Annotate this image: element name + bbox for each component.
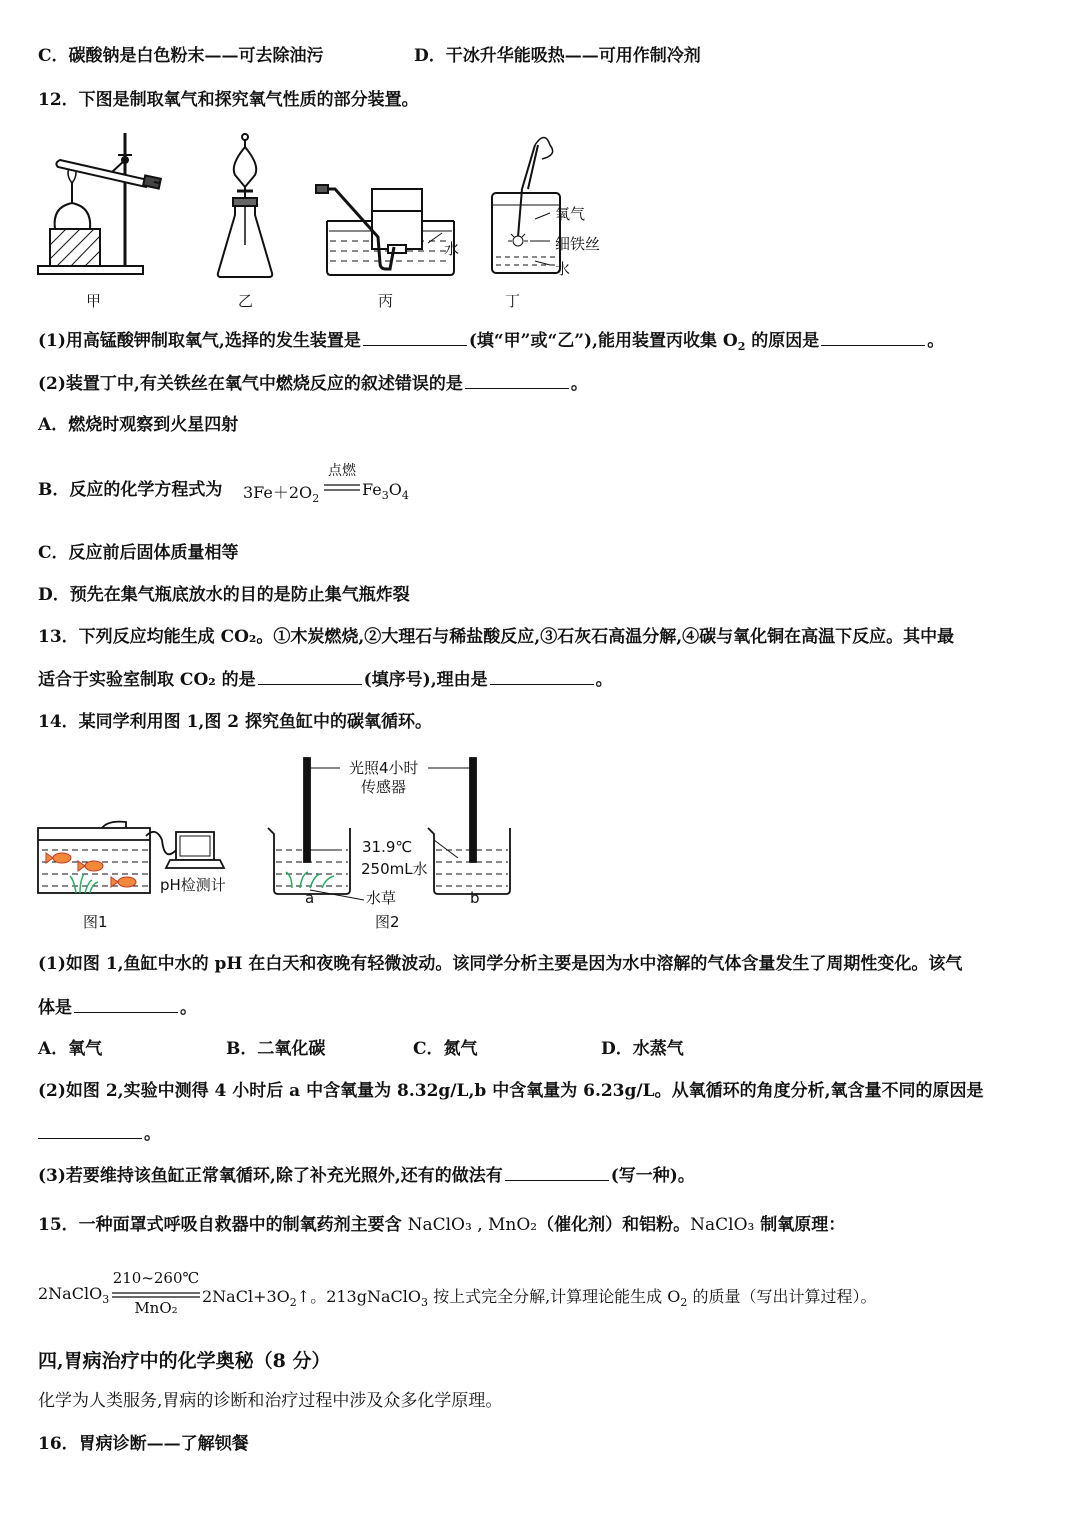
eq-o: O: [388, 480, 402, 499]
q11-option-d: D．干冰升华能吸热——可用作制冷剂: [414, 46, 701, 66]
q12-option-b: B．反应的化学方程式为: [38, 480, 223, 500]
label-b: b: [470, 889, 480, 907]
eq-sub: 4: [401, 489, 409, 502]
eq-sub: 3: [421, 1296, 428, 1309]
q13-l2-end: 。: [595, 670, 613, 690]
q12-equation: [243, 480, 319, 505]
q15-eq-bottom: MnO₂: [134, 1299, 178, 1317]
q14-p1-l2-end: 。: [180, 998, 197, 1018]
eq-sub: 3: [102, 1293, 110, 1306]
label-a: a: [305, 889, 315, 907]
q14-figures: [30, 750, 590, 910]
eq-tail-a: 。213gNaClO: [310, 1287, 421, 1306]
eq-tail-b: 按上式完全分解,计算理论能生成 O: [428, 1287, 681, 1306]
label-light: 光照4小时: [349, 759, 419, 777]
answer-blank[interactable]: [258, 668, 362, 685]
q13-l2-a: 适合于实验室制取 CO₂ 的是: [38, 670, 256, 690]
eq-right: 2NaCl+3O: [202, 1287, 290, 1306]
label-yi: 乙: [238, 292, 254, 310]
q14-option-a: A．氧气: [38, 1039, 103, 1059]
q14-p1-l2-a: 体是: [38, 998, 72, 1018]
eq-fe: Fe: [362, 480, 382, 499]
eq-left: 2NaClO: [38, 1284, 103, 1303]
q13-line2: [38, 668, 613, 692]
q12-option-a: A．燃烧时观察到火星四射: [38, 415, 239, 435]
label-volume: 250mL水: [361, 860, 428, 878]
label-oxygen: 氧气: [555, 205, 586, 223]
q12-apparatus-figure: [30, 125, 630, 325]
q14-p2-end: 。: [144, 1124, 161, 1144]
q12-p1-b: (填“甲”或“乙”),能用装置丙收集 O: [468, 331, 738, 351]
eq-sub: 3: [381, 489, 389, 502]
label-iron-wire: 细铁丝: [555, 235, 601, 253]
q14-part2: (2)如图 2,实验中测得 4 小时后 a 中含氧量为 8.32g/L,b 中含氧量为 6.23g/L。从氧循环的角度分析,氧含量不同的原因是: [38, 1081, 984, 1101]
q15-eq-right: [202, 1284, 876, 1309]
q13-l2-b: (填序号),理由是: [363, 670, 488, 690]
q15-eq-top: 210~260℃: [112, 1269, 200, 1287]
q12-option-c: C．反应前后固体质量相等: [38, 543, 239, 563]
eq-sub: 2: [680, 1296, 688, 1309]
q14-option-d: D．水蒸气: [601, 1039, 684, 1059]
q15-stem-c: 制氧原理：: [754, 1215, 846, 1235]
q12-p2-text: (2)装置丁中,有关铁丝在氧气中燃烧反应的叙述错误的是: [38, 374, 463, 394]
q14-part1-line2: [38, 996, 197, 1020]
answer-blank[interactable]: [465, 372, 569, 389]
eq-sub: 2: [289, 1296, 297, 1309]
eq-arrow: ↑: [296, 1287, 311, 1306]
label-temp: 31.9℃: [362, 838, 413, 856]
q12-option-d: D．预先在集气瓶底放水的目的是防止集气瓶炸裂: [38, 585, 410, 605]
q14-option-b: B．二氧化碳: [226, 1039, 326, 1059]
q15-eq-bar: [110, 1291, 202, 1299]
answer-blank[interactable]: [821, 329, 925, 346]
label-ding: 丁: [505, 292, 521, 310]
q12-part2: [38, 372, 588, 396]
answer-blank[interactable]: [38, 1122, 142, 1139]
eq-tail-c: 的质量（写出计算过程）。: [687, 1287, 877, 1306]
q15-stem: [38, 1213, 845, 1237]
answer-blank[interactable]: [505, 1164, 609, 1181]
section4-title: 四,胃病治疗中的化学奥秘（8 分）: [38, 1350, 331, 1372]
label-water-ding: 水: [555, 260, 571, 278]
q12-part1: [38, 329, 944, 359]
label-fig2: 图2: [375, 913, 400, 931]
stand-base: [38, 266, 143, 274]
q11-option-c: C．碳酸钠是白色粉末——可去除油污: [38, 46, 324, 66]
q12-eq-condition: 点燃: [328, 463, 356, 479]
q12-p1-c: 的原因是: [745, 331, 820, 351]
q15-stem-a: 15．一种面罩式呼吸自救器中的制氧药剂主要含: [38, 1215, 408, 1235]
q12-eq-right: [362, 480, 409, 502]
q14-p3-a: (3)若要维持该鱼缸正常氧循环,除了补充光照外,还有的做法有: [38, 1166, 503, 1186]
q12-stem: 12．下图是制取氧气和探究氧气性质的部分装置。: [38, 90, 419, 110]
q16-title: 16．胃病诊断——了解钡餐: [38, 1434, 249, 1454]
q14-part2-blank-line: [38, 1122, 161, 1146]
label-fig1: 图1: [83, 913, 108, 931]
q12-p2-end: 。: [570, 374, 588, 394]
q13-line1: 13．下列反应均能生成 CO₂。①木炭燃烧,②大理石与稀盐酸反应,③石灰石高温分解,④碳与氧化铜在高温下反应。其中最: [38, 627, 955, 647]
label-bing: 丙: [378, 292, 394, 310]
answer-blank[interactable]: [74, 996, 178, 1013]
label-jia: 甲: [86, 292, 102, 310]
q14-option-c: C．氮气: [413, 1039, 478, 1059]
label-water-bing: 水: [444, 240, 460, 258]
answer-blank[interactable]: [363, 329, 467, 346]
q14-part1-line1: (1)如图 1,鱼缸中水的 pH 在白天和夜晚有轻微波动。该同学分析主要是因为水中溶解的气体含量发生了周期性变化。该气: [38, 954, 963, 974]
section4-intro: 化学为人类服务,胃病的诊断和治疗过程中涉及众多化学原理。: [38, 1391, 503, 1411]
q15-stem-b: （催化剂）和铝粉。: [537, 1215, 691, 1235]
q15-chem2: NaClO₃: [690, 1215, 755, 1235]
eq-left: 3Fe＋2O: [243, 483, 313, 502]
q12-p1-a: (1)用高锰酸钾制取氧气,选择的发生装置是: [38, 331, 361, 351]
q15-eq-left: [38, 1284, 109, 1306]
q14-part3: [38, 1164, 695, 1188]
label-sensor: 传感器: [361, 778, 407, 796]
q15-chem: NaClO₃ , MnO₂: [407, 1215, 538, 1235]
q12-p1-end: 。: [927, 331, 945, 351]
q14-p3-b: (写一种)。: [610, 1166, 695, 1186]
equals-sign: [322, 482, 362, 494]
answer-blank[interactable]: [490, 668, 594, 685]
q12-p1-sub: 2: [737, 340, 746, 353]
eq-sub: 2: [312, 492, 320, 505]
q14-stem: 14．某同学利用图 1,图 2 探究鱼缸中的碳氧循环。: [38, 712, 432, 732]
label-plant: 水草: [366, 889, 397, 907]
label-ph-meter: pH检测计: [160, 876, 226, 894]
